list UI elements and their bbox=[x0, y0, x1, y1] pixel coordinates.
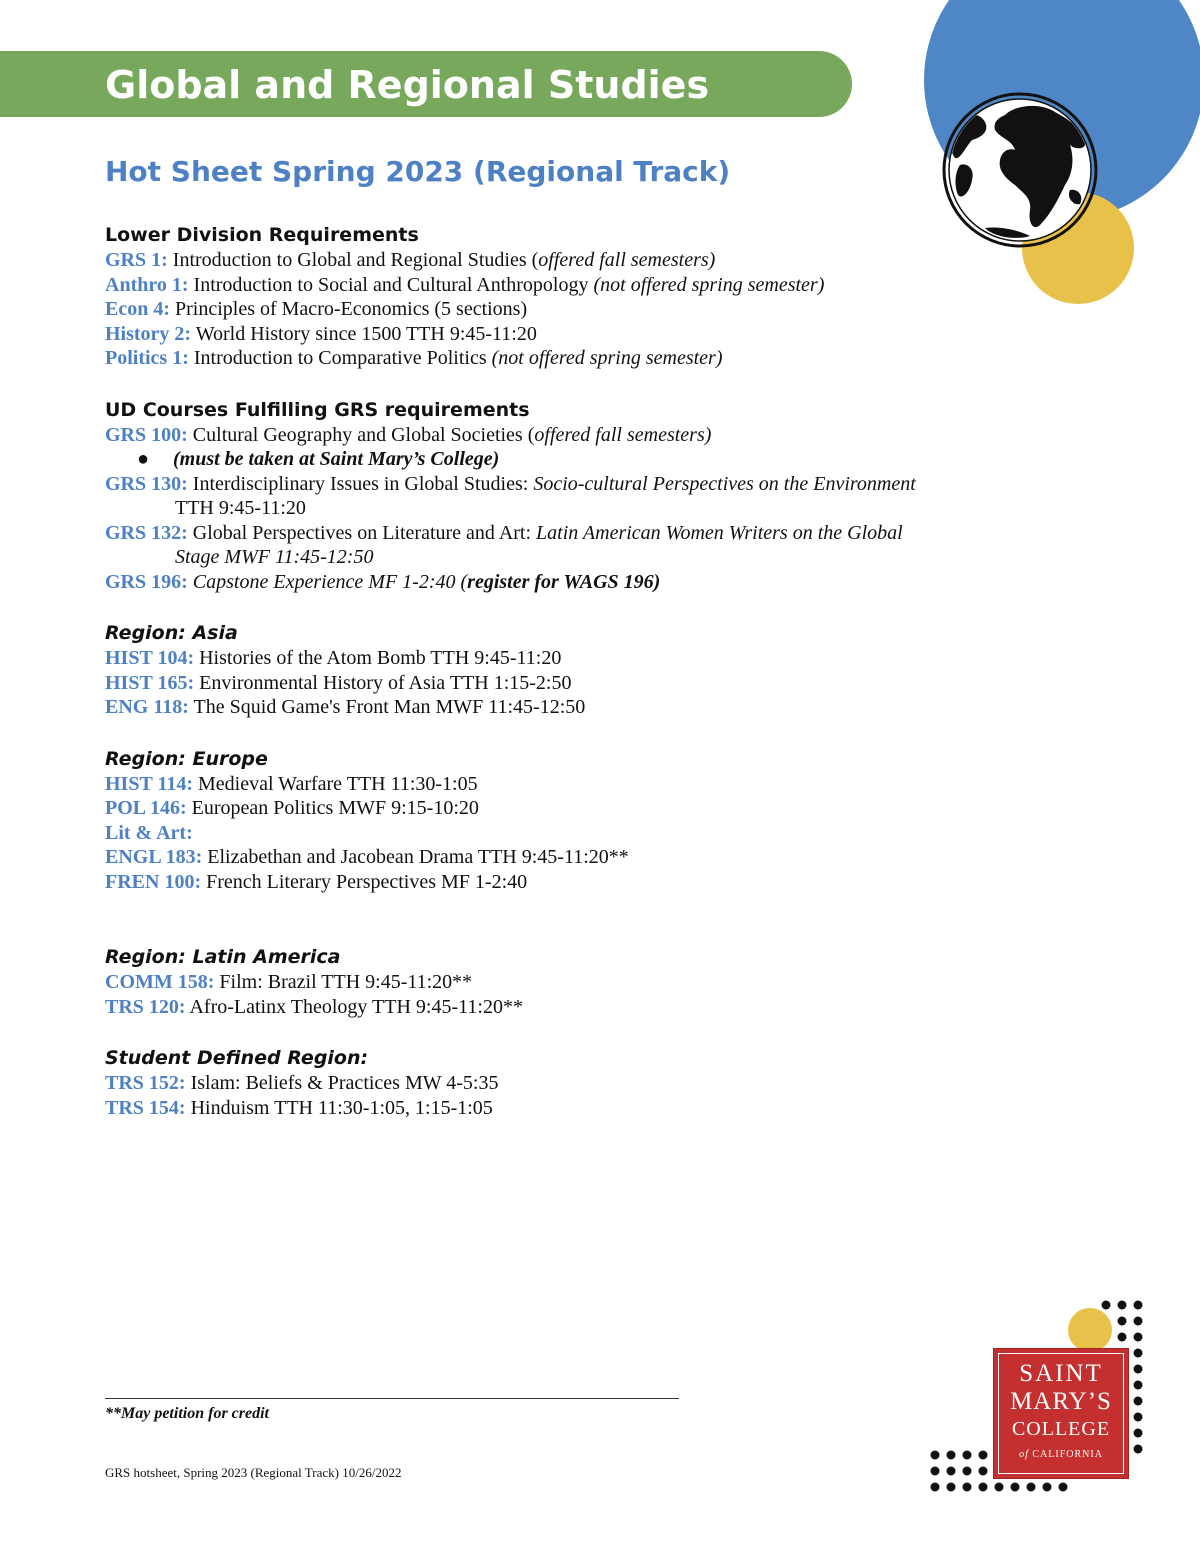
logo-line: SAINT bbox=[1019, 1360, 1103, 1387]
course-line: COMM 158: Film: Brazil TTH 9:45-11:20** bbox=[105, 971, 473, 993]
logo-line: COLLEGE bbox=[1011, 1418, 1111, 1440]
course-line: GRS 130: Interdisciplinary Issues in Global Studies: Socio-cultural Perspectives on the Environment bbox=[105, 472, 916, 495]
yellow-circle-small-decoration bbox=[1068, 1308, 1112, 1352]
course-line: GRS 1: Introduction to Global and Regional Studies (offered fall semesters) bbox=[105, 249, 716, 271]
course-line: HIST 165: Environmental History of Asia TTH 1:15-2:50 bbox=[105, 671, 572, 694]
college-logo bbox=[993, 1348, 1129, 1479]
region-asia-section bbox=[105, 620, 1115, 720]
lower-division-section bbox=[105, 222, 1115, 371]
course-line: POL 146: European Politics MWF 9:15-10:20 bbox=[105, 797, 479, 819]
course-line: TRS 154: Hinduism TTH 11:30-1:05, 1:15-1:05 bbox=[105, 1096, 493, 1119]
region-europe-section bbox=[105, 746, 1115, 895]
student-defined-region-section bbox=[105, 1045, 1115, 1120]
course-line: ENGL 183: Elizabethan and Jacobean Drama TTH 9:45-11:20** bbox=[105, 846, 629, 868]
footnote: **May petition for credit bbox=[105, 1405, 269, 1422]
section-heading: Region: Latin America bbox=[105, 946, 341, 968]
course-line-continued: TTH 9:45-11:20 bbox=[175, 497, 306, 519]
course-line: Politics 1: Introduction to Comparative Politics (not offered spring semester) bbox=[105, 347, 723, 369]
course-line: Lit & Art: bbox=[105, 821, 193, 844]
bullet-note: ● (must be taken at Saint Mary’s College) bbox=[137, 448, 500, 470]
page-subtitle: Hot Sheet Spring 2023 (Regional Track) bbox=[105, 155, 731, 188]
page-footer: GRS hotsheet, Spring 2023 (Regional Track) 10/26/2022 bbox=[105, 1465, 402, 1480]
course-line: TRS 152: Islam: Beliefs & Practices MW 4-5:35 bbox=[105, 1072, 499, 1094]
section-heading: UD Courses Fulfilling GRS requirements bbox=[105, 398, 530, 421]
course-line: GRS 100: Cultural Geography and Global Societies (offered fall semesters) bbox=[105, 423, 712, 446]
course-line: Econ 4: Principles of Macro-Economics (5 sections) bbox=[105, 298, 528, 320]
section-heading: Lower Division Requirements bbox=[105, 224, 419, 246]
ud-courses-section bbox=[105, 397, 1115, 595]
course-line: GRS 132: Global Perspectives on Literature and Art: Latin American Women Writers on the Global bbox=[105, 521, 903, 544]
section-heading: Region: Asia bbox=[105, 622, 238, 644]
course-line: TRS 120: Afro-Latinx Theology TTH 9:45-11:20** bbox=[105, 995, 523, 1018]
course-line: HIST 104: Histories of the Atom Bomb TTH 9:45-11:20 bbox=[105, 647, 562, 669]
course-line: ENG 118: The Squid Game's Front Man MWF 11:45-12:50 bbox=[105, 696, 586, 718]
logo-line: MARY’S bbox=[1010, 1388, 1112, 1415]
course-line: FREN 100: French Literary Perspectives MF 1-2:40 bbox=[105, 870, 528, 893]
section-heading: Region: Europe bbox=[105, 747, 268, 770]
page-title: Global and Regional Studies bbox=[105, 63, 710, 107]
course-line: GRS 196: Capstone Experience MF 1-2:40 (register for WAGS 196) bbox=[105, 570, 661, 593]
region-latin-america-section bbox=[105, 944, 1115, 1019]
course-content bbox=[105, 222, 1115, 1120]
course-line-continued: Stage MWF 11:45-12:50 bbox=[175, 546, 374, 568]
course-line: HIST 114: Medieval Warfare TTH 11:30-1:05 bbox=[105, 772, 478, 795]
course-line: Anthro 1: Introduction to Social and Cultural Anthropology (not offered spring semester) bbox=[105, 273, 825, 296]
section-heading: Student Defined Region: bbox=[105, 1047, 369, 1069]
logo-line: of CALIFORNIA bbox=[1019, 1449, 1103, 1460]
course-line: History 2: World History since 1500 TTH 9:45-11:20 bbox=[105, 322, 537, 345]
footnote-divider bbox=[105, 1398, 679, 1399]
